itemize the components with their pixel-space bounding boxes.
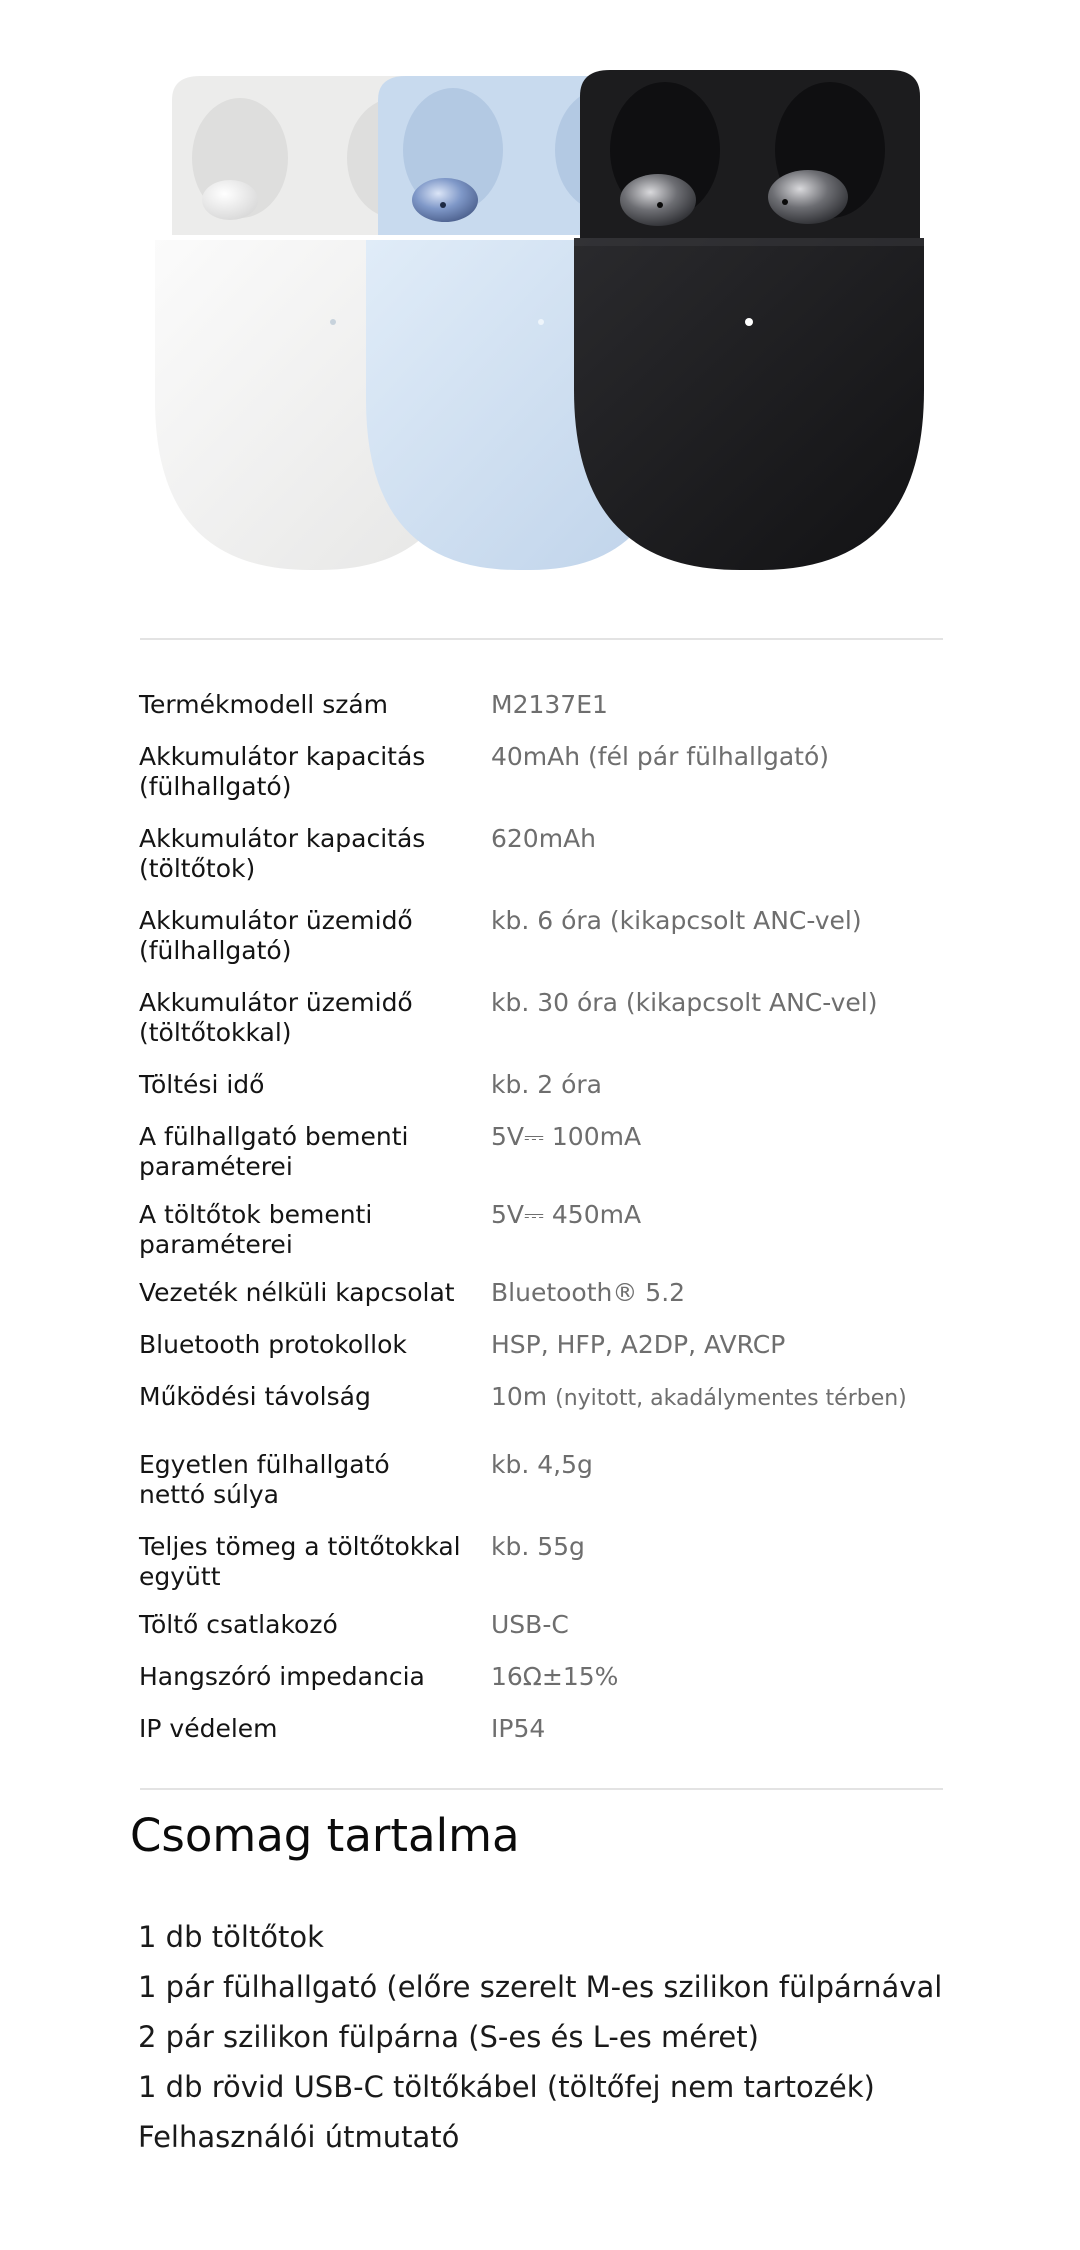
spec-row [139, 1200, 949, 1260]
spec-row [139, 906, 949, 966]
spec-value [491, 1070, 949, 1100]
divider-top [140, 638, 943, 640]
spec-value [491, 1610, 949, 1640]
spec-label: Akkumulátor üzemidő (fülhallgató) [139, 906, 413, 965]
spec-value [491, 1714, 949, 1744]
spec-label: Akkumulátor kapacitás (fülhallgató) [139, 742, 426, 801]
spec-value-text: kb. 2 óra [491, 1070, 602, 1099]
spec-label: A töltőtok bementi paraméterei [139, 1200, 373, 1259]
package-title: Csomag tartalma [130, 1809, 520, 1862]
spec-value [491, 742, 949, 772]
spec-value [491, 1450, 949, 1480]
package-item: 1 db rövid USB-C töltőkábel (töltőfej nem tartozék) [138, 2070, 875, 2104]
spec-value [491, 1662, 949, 1692]
spec-row [139, 1532, 949, 1592]
spec-row [139, 988, 949, 1048]
spec-value [491, 690, 949, 720]
spec-label: Teljes tömeg a töltőtokkal együtt [139, 1532, 461, 1591]
package-list [138, 1912, 942, 2162]
spec-label: Egyetlen fülhallgató nettó súlya [139, 1450, 390, 1509]
spec-label: Akkumulátor kapacitás (töltőtok) [139, 824, 426, 883]
spec-value-text: 5V⎓ 100mA [491, 1122, 642, 1151]
spec-value-text: 16Ω±15% [491, 1662, 619, 1691]
spec-value-text: 620mAh [491, 824, 597, 853]
package-item: Felhasználói útmutató [138, 2120, 460, 2154]
spec-row [139, 1278, 949, 1308]
spec-value [491, 824, 949, 854]
spec-value [491, 988, 949, 1018]
spec-value-text: kb. 30 óra (kikapcsolt ANC-vel) [491, 988, 878, 1017]
spec-value-text: USB-C [491, 1610, 569, 1639]
spec-value [491, 906, 949, 936]
product-image [0, 0, 1080, 600]
spec-label: Hangszóró impedancia [139, 1662, 425, 1691]
earbuds-cases-illustration [0, 0, 1080, 600]
spec-label: Akkumulátor üzemidő (töltőtokkal) [139, 988, 413, 1047]
spec-value [491, 1122, 949, 1152]
spec-label: Működési távolság [139, 1382, 371, 1411]
spec-row [139, 1070, 949, 1100]
spec-value-text: kb. 6 óra (kikapcsolt ANC-vel) [491, 906, 862, 935]
spec-label: Vezeték nélküli kapcsolat [139, 1278, 455, 1307]
spec-value-text: HSP, HFP, A2DP, AVRCP [491, 1330, 786, 1359]
spec-row [139, 1714, 949, 1744]
spec-row [139, 824, 949, 884]
spec-row [139, 1610, 949, 1640]
spec-value-text: 5V⎓ 450mA [491, 1200, 642, 1229]
spec-row [139, 742, 949, 802]
spec-value [491, 1382, 949, 1414]
divider-bottom [140, 1788, 943, 1790]
spec-row [139, 1122, 949, 1182]
spec-value-text: M2137E1 [491, 690, 608, 719]
spec-row [139, 1382, 949, 1414]
spec-value-text: kb. 4,5g [491, 1450, 593, 1479]
spec-value-text: 40mAh (fél pár fülhallgató) [491, 742, 829, 771]
spec-label: IP védelem [139, 1714, 278, 1743]
spec-value-text: kb. 55g [491, 1532, 585, 1561]
spec-value [491, 1200, 949, 1230]
spec-label: Termékmodell szám [139, 690, 389, 719]
spec-value [491, 1532, 949, 1562]
spec-row [139, 690, 949, 720]
spec-row [139, 1330, 949, 1360]
black-case [574, 70, 924, 570]
package-item: 1 pár fülhallgató (előre szerelt M-es szilikon fülpárnával [138, 1970, 943, 2004]
spec-value [491, 1330, 949, 1360]
spec-value-text: 10m [491, 1382, 548, 1411]
spec-value [491, 1278, 949, 1308]
spec-label: Bluetooth protokollok [139, 1330, 407, 1359]
package-item: 2 pár szilikon fülpárna (S-es és L-es méret) [138, 2020, 759, 2054]
spec-label: A fülhallgató bementi paraméterei [139, 1122, 409, 1181]
spec-row [139, 1450, 949, 1510]
spec-value-text: IP54 [491, 1714, 546, 1743]
spec-value-text: Bluetooth® 5.2 [491, 1278, 686, 1307]
spec-label: Töltési idő [139, 1070, 265, 1099]
package-item: 1 db töltőtok [138, 1920, 324, 1954]
spec-value-note: (nyitott, akadálymentes térben) [555, 1386, 907, 1411]
spec-label: Töltő csatlakozó [139, 1610, 338, 1639]
spec-row [139, 1662, 949, 1692]
